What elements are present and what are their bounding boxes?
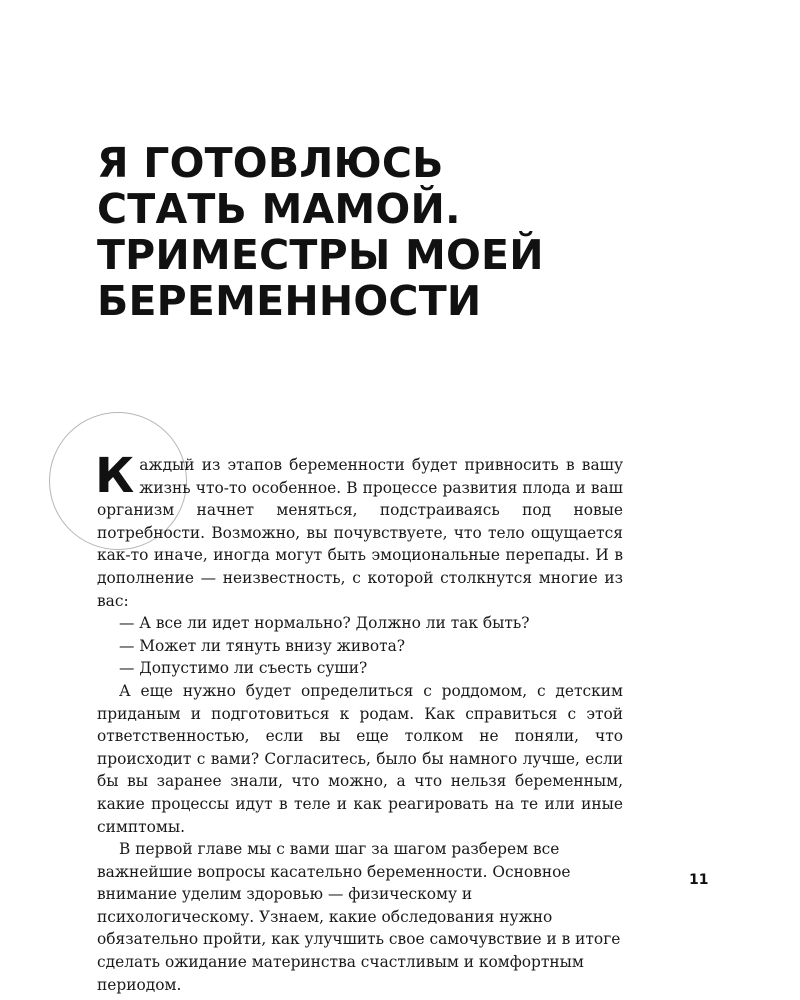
chapter-title-line-3: ТРИМЕСТРЫ МОЕЙ bbox=[97, 231, 544, 279]
chapter-body bbox=[95, 448, 623, 996]
chapter-title-line-2: СТАТЬ МАМОЙ. bbox=[97, 185, 461, 233]
dropcap-letter: К bbox=[95, 448, 135, 504]
page-number: 11 bbox=[689, 872, 709, 888]
chapter-title-line-1: Я ГОТОВЛЮСЬ bbox=[97, 139, 444, 187]
paragraph-intro-text: аждый из этапов беременности будет привносить в вашу жизнь что-то особенное. В процессе развития плода и ваш организм начнет меняться, подстраиваясь под новые потребности. Возможно, вы почувствуете, что тело ощущается как-то иначе, иногда могут быть эмоциональные перепады. И в дополнение — неизвестность, с которой столкнутся многие из вас: bbox=[97, 456, 623, 610]
paragraph-preparation: А еще нужно будет определиться с роддомом, с детским приданым и подготовиться к родам. Как справиться с этой ответственностью, если вы еще толком не поняли, что происходит с вами? Согласитесь, было бы намного лучше, если бы вы заранее знали, что можно, а что нельзя беременным, какие процессы идут в теле и как реагировать на те или иные симптомы. bbox=[97, 681, 623, 836]
paragraph-intro bbox=[95, 448, 623, 612]
dialog-line-3: — Допустимо ли съесть суши? bbox=[119, 659, 368, 678]
dialog-line-1: — А все ли идет нормально? Должно ли так быть? bbox=[119, 614, 530, 633]
paragraph-chapter-overview: В первой главе мы с вами шаг за шагом разберем все важнейшие вопросы касательно беременности. Основное внимание уделим здоровью — физическому и психологическому. Узнаем, какие обследования нужно обязательно пройти, как улучшить свое самочувствие и в итоге сделать ожидание материнства счастливым и комфортным периодом. bbox=[97, 840, 621, 994]
dialog-line-2: — Может ли тянуть внизу живота? bbox=[119, 636, 406, 655]
chapter-title bbox=[97, 140, 737, 324]
chapter-title-line-4: БЕРЕМЕННОСТИ bbox=[97, 277, 482, 325]
